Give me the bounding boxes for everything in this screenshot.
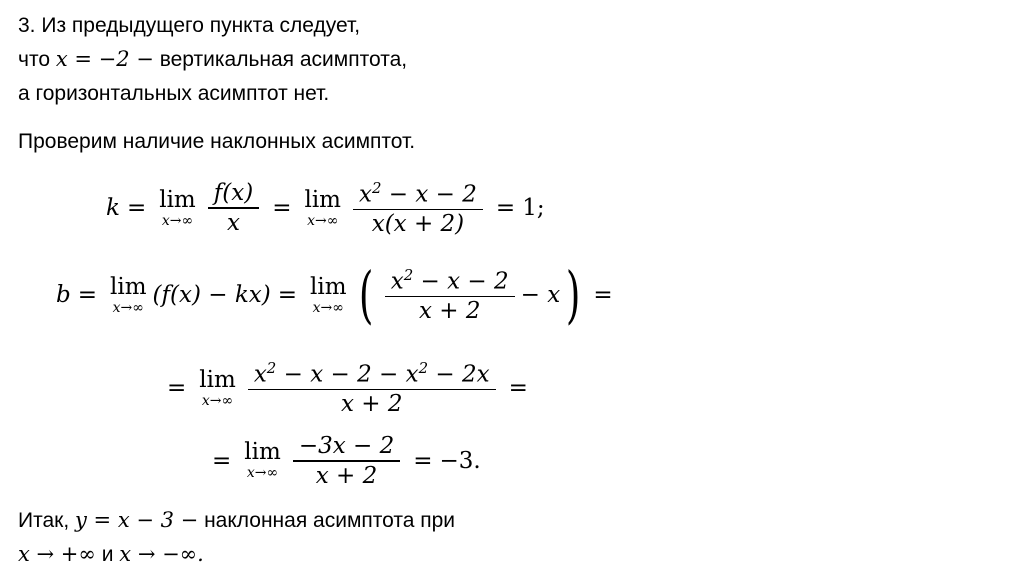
eq2-equals-1: = xyxy=(77,282,98,309)
intro-line-2-math: x = −2 − xyxy=(55,47,154,71)
intro-paragraph xyxy=(18,10,407,112)
eq2-equals-3: = xyxy=(593,282,613,309)
eq2-limit-1-sub: x→∞ xyxy=(112,299,144,316)
eq1-fraction-2 xyxy=(353,178,483,238)
eq1-equals-1: = xyxy=(126,195,147,222)
eq2-close-paren: ) xyxy=(566,258,581,332)
eq1-fraction-2-numerator xyxy=(353,178,483,209)
conclusion-paragraph xyxy=(18,505,455,573)
eq3-fraction-denominator: x + 2 xyxy=(340,391,403,418)
eq1-limit-2-word: lim xyxy=(304,186,341,213)
equation-b xyxy=(56,258,620,332)
conclusion-prefix: Итак, xyxy=(18,509,76,532)
eq1-fraction-2-denominator: x(x + 2) xyxy=(371,211,465,238)
eq2-num-base: x xyxy=(390,268,404,295)
eq2-limit-1-word: lim xyxy=(110,273,147,300)
eq2-equals-2: = xyxy=(277,282,298,309)
eq3-equals-2: = xyxy=(508,375,528,402)
eq4-limit xyxy=(244,441,281,480)
intro-line-2-prefix: что xyxy=(18,48,56,71)
eq2-limit-2-word: lim xyxy=(310,273,347,300)
conclusion-line-1 xyxy=(18,505,455,536)
eq1-equals-2: = xyxy=(272,195,292,222)
eq1-limit-2 xyxy=(304,186,341,229)
eq2-num-rest: − x − 2 xyxy=(413,268,509,295)
eq1-limit-2-sub: x→∞ xyxy=(307,212,339,229)
eq1-limit-1-word: lim xyxy=(159,186,196,213)
eq1-fraction-1-denominator: x xyxy=(226,209,240,236)
eq1-f2-num-exponent: 2 xyxy=(371,179,382,197)
equation-b-step2 xyxy=(160,358,535,418)
eq2-fraction-numerator xyxy=(385,265,515,296)
eq4-result: −3. xyxy=(439,447,481,474)
equation-b-result xyxy=(205,432,481,490)
eq3-limit-sub: x→∞ xyxy=(201,392,234,409)
intro-line-2 xyxy=(18,44,407,75)
eq4-equals-2: = xyxy=(413,447,433,474)
eq2-lhs: b xyxy=(56,282,71,309)
eq1-lhs: k xyxy=(106,195,120,222)
eq2-limit-2 xyxy=(310,273,347,316)
eq1-fraction-1-numerator: f(x) xyxy=(213,180,254,207)
eq3-limit xyxy=(199,366,236,409)
conclusion-limit-plus: x → +∞ xyxy=(18,542,96,566)
eq4-limit-word: lim xyxy=(244,439,281,466)
conclusion-line-2 xyxy=(18,539,455,570)
eq2-limit-2-sub: x→∞ xyxy=(312,299,344,316)
conclusion-math: y = x − 3 − xyxy=(75,508,199,532)
conclusion-conjunction: и xyxy=(95,543,120,566)
equation-k xyxy=(106,178,545,238)
eq3-limit-word: lim xyxy=(199,366,236,393)
eq1-fraction-1 xyxy=(208,179,259,237)
eq4-equals-1: = xyxy=(212,447,232,474)
conclusion-limit-minus: x → −∞. xyxy=(119,542,204,566)
eq3-num-base: x xyxy=(253,361,267,388)
eq4-limit-sub: x→∞ xyxy=(246,465,279,482)
eq2-group-expression: (f(x) − kx) xyxy=(152,282,271,309)
eq1-result: 1; xyxy=(522,195,545,222)
eq3-num-exponent-1: 2 xyxy=(266,359,277,377)
intro-line-1: 3. Из предыдущего пункта следует, xyxy=(18,14,361,37)
eq3-fraction-numerator xyxy=(248,358,496,389)
eq1-limit-1 xyxy=(159,186,196,229)
check-line: Проверим наличие наклонных асимптот. xyxy=(18,130,416,153)
eq3-equals-1: = xyxy=(167,375,187,402)
eq3-num-mid: − x − 2 − x xyxy=(276,361,419,388)
eq1-f2-num-rest: − x − 2 xyxy=(381,181,477,208)
eq2-minus-x: − x xyxy=(520,282,561,309)
eq2-fraction-denominator: x + 2 xyxy=(418,298,481,325)
eq3-fraction xyxy=(248,358,496,418)
eq3-num-tail: − 2x xyxy=(428,361,490,388)
intro-line-2-suffix: вертикальная асимптота, xyxy=(153,48,408,71)
eq4-fraction xyxy=(293,432,400,490)
eq4-fraction-denominator: x + 2 xyxy=(315,462,378,489)
check-paragraph xyxy=(18,126,415,157)
conclusion-suffix: наклонная асимптота при xyxy=(198,509,456,532)
eq4-fraction-numerator: −3x − 2 xyxy=(298,433,395,459)
eq1-f2-num-base: x xyxy=(359,181,372,208)
eq2-fraction xyxy=(385,265,515,325)
eq1-equals-3: = xyxy=(495,195,516,222)
eq2-open-paren: ( xyxy=(358,258,373,332)
eq3-num-exponent-2: 2 xyxy=(418,359,429,377)
eq1-limit-1-sub: x→∞ xyxy=(161,212,194,229)
eq2-num-exponent: 2 xyxy=(403,266,414,284)
intro-line-3: а горизонтальных асимптот нет. xyxy=(18,82,330,105)
eq2-limit-1 xyxy=(110,273,147,316)
